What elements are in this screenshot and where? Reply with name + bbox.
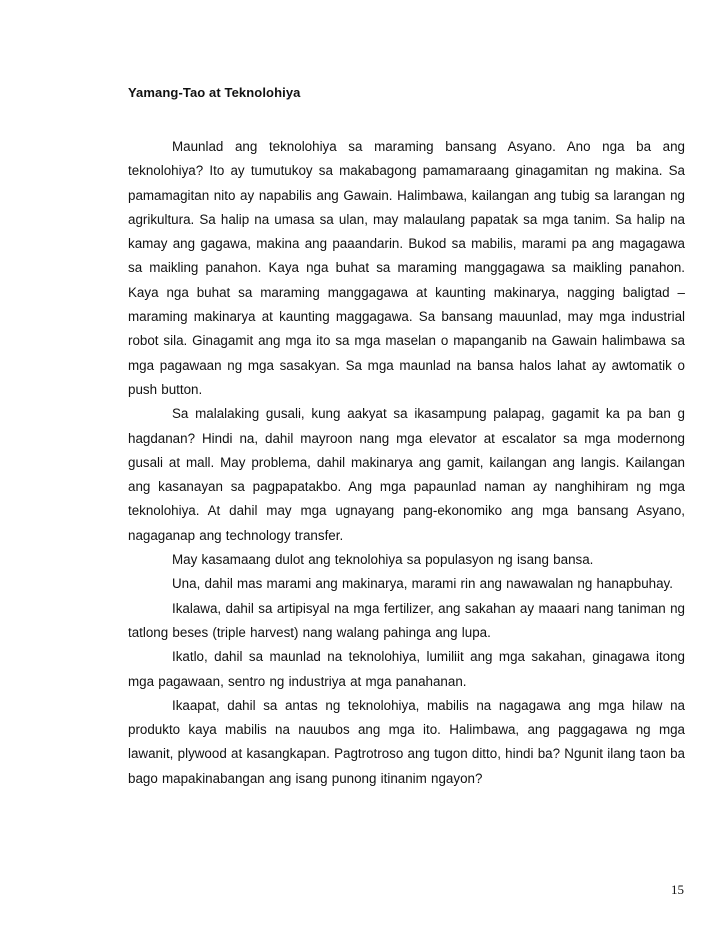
body-text [128,135,685,791]
paragraph-kasamaang-dulot: May kasamaang dulot ang teknolohiya sa populasyon ng isang bansa. [172,552,594,568]
paragraph-ikatlo: Ikatlo, dahil sa maunlad na teknolohiya, lumiliit ang mga sakahan, ginagawa itong mga pagawaan, sentro ng industriya at mga panahanan. [128,649,685,689]
paragraph-ikalawa: Ikalawa, dahil sa artipisyal na mga fertilizer, ang sakahan ay maaari nang taniman ng tatlong beses (triple harvest) nang walang pahinga ang lupa. [128,600,685,640]
page-number: 15 [671,882,684,897]
paragraph-una: Una, dahil mas marami ang makinarya, marami rin ang nawawalan ng hanapbuhay. [172,576,673,592]
paragraph-ikaapat: Ikaapat, dahil sa antas ng teknolohiya, mabilis na nagagawa ang mga hilaw na produkto kaya mabilis na nauubos ang mga ito. Halimbawa, ang paggagawa ng mga lawanit, plywood at kasangkapan. Pagtrotroso ang tugon ditto, hindi ba? Ngunit ilang taon ba bago mapakinabangan ang isang punong itinanim ngayon? [128,697,685,786]
section-heading: Yamang-Tao at Teknolohiya [128,85,301,100]
paragraph-gusali: Sa malalaking gusali, kung aakyat sa ikasampung palapag, gagamit ka pa ban g hagdanan? Hindi na, dahil mayroon nang mga elevator at escalator sa mga modernong gusali at mall. May problema, dahil makinarya ang gamit, kailangan ang langis. Kailangan ang kasanayan sa pagpapatakbo. Ang mga papaunlad naman ay nanghihiram ng mga teknolohiya. At dahil may mga ugnayang pang-ekonomiko ang mga bansang Asyano, nagaganap ang technology transfer. [128,406,685,543]
paragraph-teknolohiya-intro: Maunlad ang teknolohiya sa maraming bansang Asyano. Ano nga ba ang teknolohiya? Ito ay tumutukoy sa makabagong pamamaraang ginagamitan ng makina. Sa pamamagitan nito ay napabilis ang Gawain. Halimbawa, kailangan ang tubig sa larangan ng agrikultura. Sa halip na umasa sa ulan, may malaulang papatak sa mga tanim. Sa halip na kamay ang gagawa, makina ang paaandarin. Bukod sa mabilis, marami pa ang magagawa sa maikling panahon. Kaya nga buhat sa maraming manggagawa sa maikling panahon. Kaya nga buhat sa maraming manggagawa at kaunting makinarya, nagging baligtad – maraming makinarya at kaunting maggagawa. Sa bansang mauunlad, may mga industrial robot sila. Ginagamit ang mga ito sa mga maselan o mapanganib na Gawain halimbawa sa mga pagawaan ng mga sasakyan. Sa mga maunlad na bansa halos lahat ay awtomatik o push button. [128,139,685,397]
